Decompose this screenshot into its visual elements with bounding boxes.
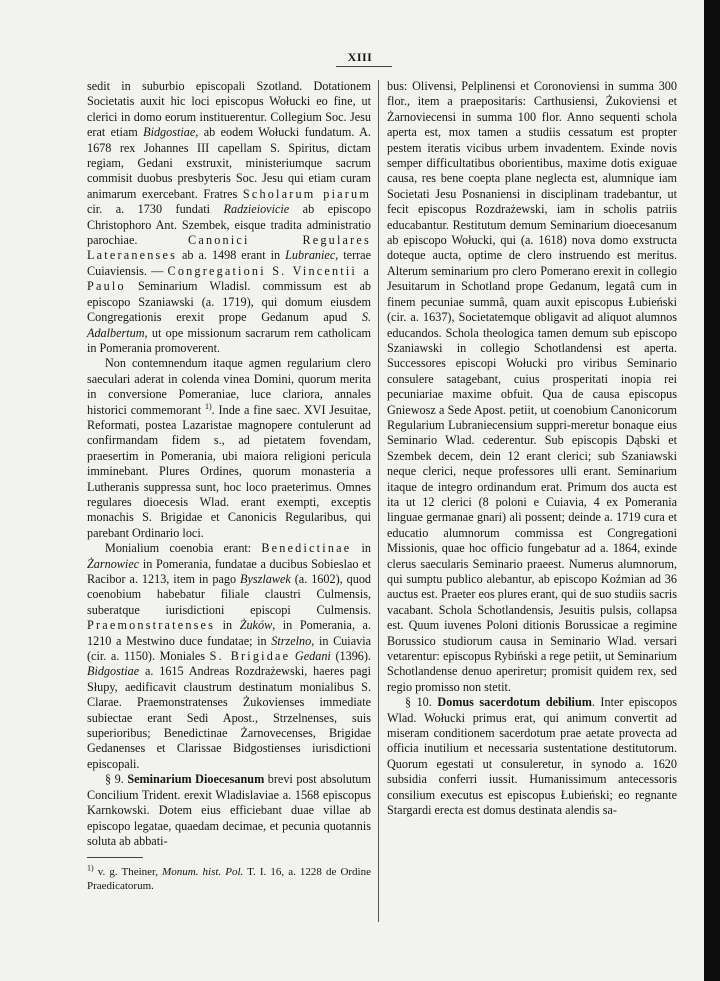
text-run: , terrae Cuiaviensis. — — [87, 248, 372, 278]
text-run: S. Adalbertum — [87, 310, 371, 340]
text-run: T. I. 16, a. 1228 de Ordine Praedicatorum. — [87, 866, 371, 892]
text-run: . Inde a fine saec. XVI Jesuitae, Reformati, postea Lazaristae magnopere contulerunt ad confirmandam fidem s., ad pietatem fovendam, praesertim in Pomerania, ubi maiora religioni pericula imminebant. Plures Ordines, quorum monasteria a Lutheranis suppressa sunt, hoc loco praeterimus. Omnes regulares dioecesis Wlad. erant exempti, exceptis monachis S. Brigidae et Canonicis Regularibus, qui parebant Ordinario loci. — [87, 402, 371, 540]
text-run: v. g. Theiner, — [93, 866, 163, 878]
footnote-marker: 1) — [87, 863, 94, 873]
header-rule — [336, 66, 392, 67]
text-run: Domus sacerdotum debilium — [437, 695, 592, 710]
column-divider — [378, 80, 379, 922]
left-column — [87, 79, 371, 849]
text-run: in Pomerania, fundatae a ducibus Sobieslao et Racibor a. 1213, item in pago — [87, 556, 371, 586]
paragraph — [387, 79, 677, 695]
text-run: § 10. — [405, 695, 438, 710]
text-run: Benedictinae — [261, 541, 352, 556]
footnote-marker: 1) — [205, 401, 212, 411]
text-run: , in Cuiavia (cir. a. 1150). Moniales — [87, 633, 371, 664]
text-run: (1396). — [330, 649, 371, 664]
text-run: a. 1615 Andreas Rozdrażewski, haeres pagi Słupy, aedificavit claustrum destinatum monialibus S. Clarae. Praemonstratenses Żukovienses immediate subiectae erant Sedi Apost., Strzelnenses, suis superioribus; Benedictinae Żarnovecenses, Brigidae Gedanenses et Clarissae Bidgostienses iurisdictioni episcopali. — [87, 664, 371, 771]
text-run: Radzieiovicie — [223, 202, 290, 217]
paragraph — [87, 772, 371, 849]
text-run: Bidgostiae — [87, 664, 140, 679]
paragraph — [87, 79, 371, 356]
text-run: sedit in suburbio episcopali Szotland. Dotationem Societatis auxit hic loci episcopus Wołucki eo fine, ut clerici in domo eorum instituerentur. Collegium Soc. Jesu erat etiam — [87, 79, 371, 140]
text-run: Seminarium Dioecesanum — [127, 772, 265, 787]
text-run: Seminarium Wladisl. commissum est ab episcopo Szaniawski (a. 1719), qui domum eiusdem Congregationis erexit prope Gedanum apud — [87, 279, 371, 325]
text-run: Praemonstratenses — [87, 618, 216, 633]
text-run: Congregationi S. Vincentii a Paulo — [87, 263, 371, 294]
page-number: XIII — [347, 50, 373, 64]
text-run: Żuków — [239, 618, 273, 633]
text-run: in — [351, 541, 371, 556]
text-run: (a. 1602), quod coenobium habebatur filiale claustri Culmensis, suberatque iurisdictioni episcopi Culmensis. — [87, 572, 372, 617]
text-run: in — [215, 618, 240, 633]
text-run: Monum. hist. Pol. — [162, 866, 244, 878]
text-run: Monialium coenobia erant: — [105, 541, 262, 556]
paragraph — [87, 541, 371, 772]
text-run: , ut ope missionum sacrarum rem catholicam in Pomerania promoverent. — [87, 325, 371, 355]
footnote — [87, 863, 371, 894]
text-run: Strzelno — [271, 633, 312, 648]
text-run: Byszlawek — [240, 572, 291, 586]
text-run: Non contemnendum itaque agmen regularium clero saeculari aderat in colenda vinea Domini, quorum merita in conversione Pomeraniae, luce clariora, annales historici commemorant — [87, 356, 371, 417]
text-run: brevi post absolutum Concilium Trident. erexit Wladislaviae a. 1568 episcopus Karnkowski. Dotem eius efficiebant duae villae ab episcopo legatae, quaedam decimae, et pecunia quotannis soluta ab abbati- — [87, 772, 371, 848]
text-run: ab a. 1498 erant in — [177, 248, 286, 263]
text-run: Lubraniec — [285, 248, 336, 263]
text-run: , in Pomerania, a. 1210 a Mestwino duce fundatae; in — [87, 618, 371, 648]
text-run: . Inter episcopos Wlad. Wołucki primus erat, qui animum convertit ad miseram conditionem sacerdotum prae aetate provecta ad officia inutilium et necessaria sustentatione destitutorum. Quorum egestati ut consuleretur, in synodo a. 1620 subsidia conferri iussit. Humanissimum antecessoris consilium executus est episcopus Łubieński; eo regnante Stargardi erecta est domus destinata alendis sa- — [387, 695, 677, 818]
text-run: , ab eodem Wołucki fundatum. A. 1678 rex Johannes III capellam S. Spiritus, dictam regiam, Gedani exstruxit, ministeriumque sacrum commisit duobus presbyteris Soc. Jesu qui etiam curam animarum exercebant. Fratres — [87, 125, 371, 201]
text-run: S. Brigidae — [209, 649, 291, 664]
footnote-rule — [87, 857, 143, 858]
text-run: Bidgostiae — [143, 125, 196, 140]
right-column — [387, 79, 677, 819]
paragraph — [387, 695, 677, 818]
text-run: § 9. — [105, 772, 128, 787]
text-run: ab episcopo Christophoro Ant. Szembek, eisque tradita administratio parochiae. — [87, 202, 371, 248]
text-run: Scholarum piarum — [242, 186, 371, 201]
text-run: Żarnowiec — [87, 556, 140, 571]
text-run: Gedani — [294, 649, 331, 664]
text-run: Canonici Regulares Lateranenses — [87, 233, 371, 263]
text-run: cir. a. 1730 fundati — [87, 202, 224, 217]
paragraph — [87, 356, 371, 541]
scan-edge — [704, 0, 720, 981]
text-run: bus: Olivensi, Pelplinensi et Coronoviensi in summa 300 flor., item a praepositaris: Carthusiensi, Żukoviensi et Żarnoviecensi in summa 100 flor. Anno sequenti schola aperta est, mox tamen a studiis cessatum est propter pestem iteratis vicibus urbem invadentem. Exinde novis semper difficultatibus oborientibus, maxime dotis exiguae causa, res bene coepta plane neglecta est, alumnique iam Societati Jesu Posnaniensi in disciplinam tradebantur, ut fecit episcopus Rozdrażewski, iam in scholis patriis educabantur. Restitutum demum Seminarium dioecesanum ab episcopo Wołucki, qui (a. 1618) nova domo exstructa doteque aucta, optime de clero instruendo est meritus. Alterum seminarium pro clero Pomerano erexit in collegio Jesuitarum in Schotland prope Gedanum, legatâ cum in finem pecuniae summâ, quam auxit episcopus Łubieński (cir. a. 1637), Societatemque obligavit ad aliquot alumnos educandos. Schola theologica tamen demum sub episcopo Szaniawski in collegio Schotlandensi est aperta. Successores episcopi Wołucki pro viribus Seminario consulere satagebant, cuius prosperitati inopia rei pecuniariae maxime obfuit. Qua de causa episcopus Gniewosz a Sede Apost. petiit, ut coenobium Canonicorum Regularium Lubraniecensium suppri-meretur bonaque eius Seminario Wlad. cederentur. Sub episcopis Dąbski et Szembek decem, dein 12 erant clerici; sub Szaniawski neque clerici, neque professores ulli erant. Seminarium itaque de integro ordinandum erat. Primum dos aucta est ita ut 12 clerici (8 poloni e Cuiavia, 4 ex Pomerania linguae germanae gnari) ali possent; deinde a. 1719 cura et educatio alumnorum commissa est Congregationi Missionis, quae hoc officio fungebatur ad a. 1864, exinde clerus saecularis Seminario praeest. Numerus alumnorum, qui sumptu publico alebantur, ab episcopo Koźmian ad 36 auctus est. Praeter eos plures erant, qui de suo studiis sacris vacabant. Schola Schotlandensis, Jesuitis pulsis, collapsa est. Quum iuvenes Poloni ditionis Borussicae a regimine Borussico studiorum causa in Seminario Wlad. versari vetarentur: episcopus Rybiński a rege petiit, ut Seminarium Schotlandense denuo aperiretur; promisit quidem rex, sed regio promisso non stetit. — [387, 79, 677, 694]
